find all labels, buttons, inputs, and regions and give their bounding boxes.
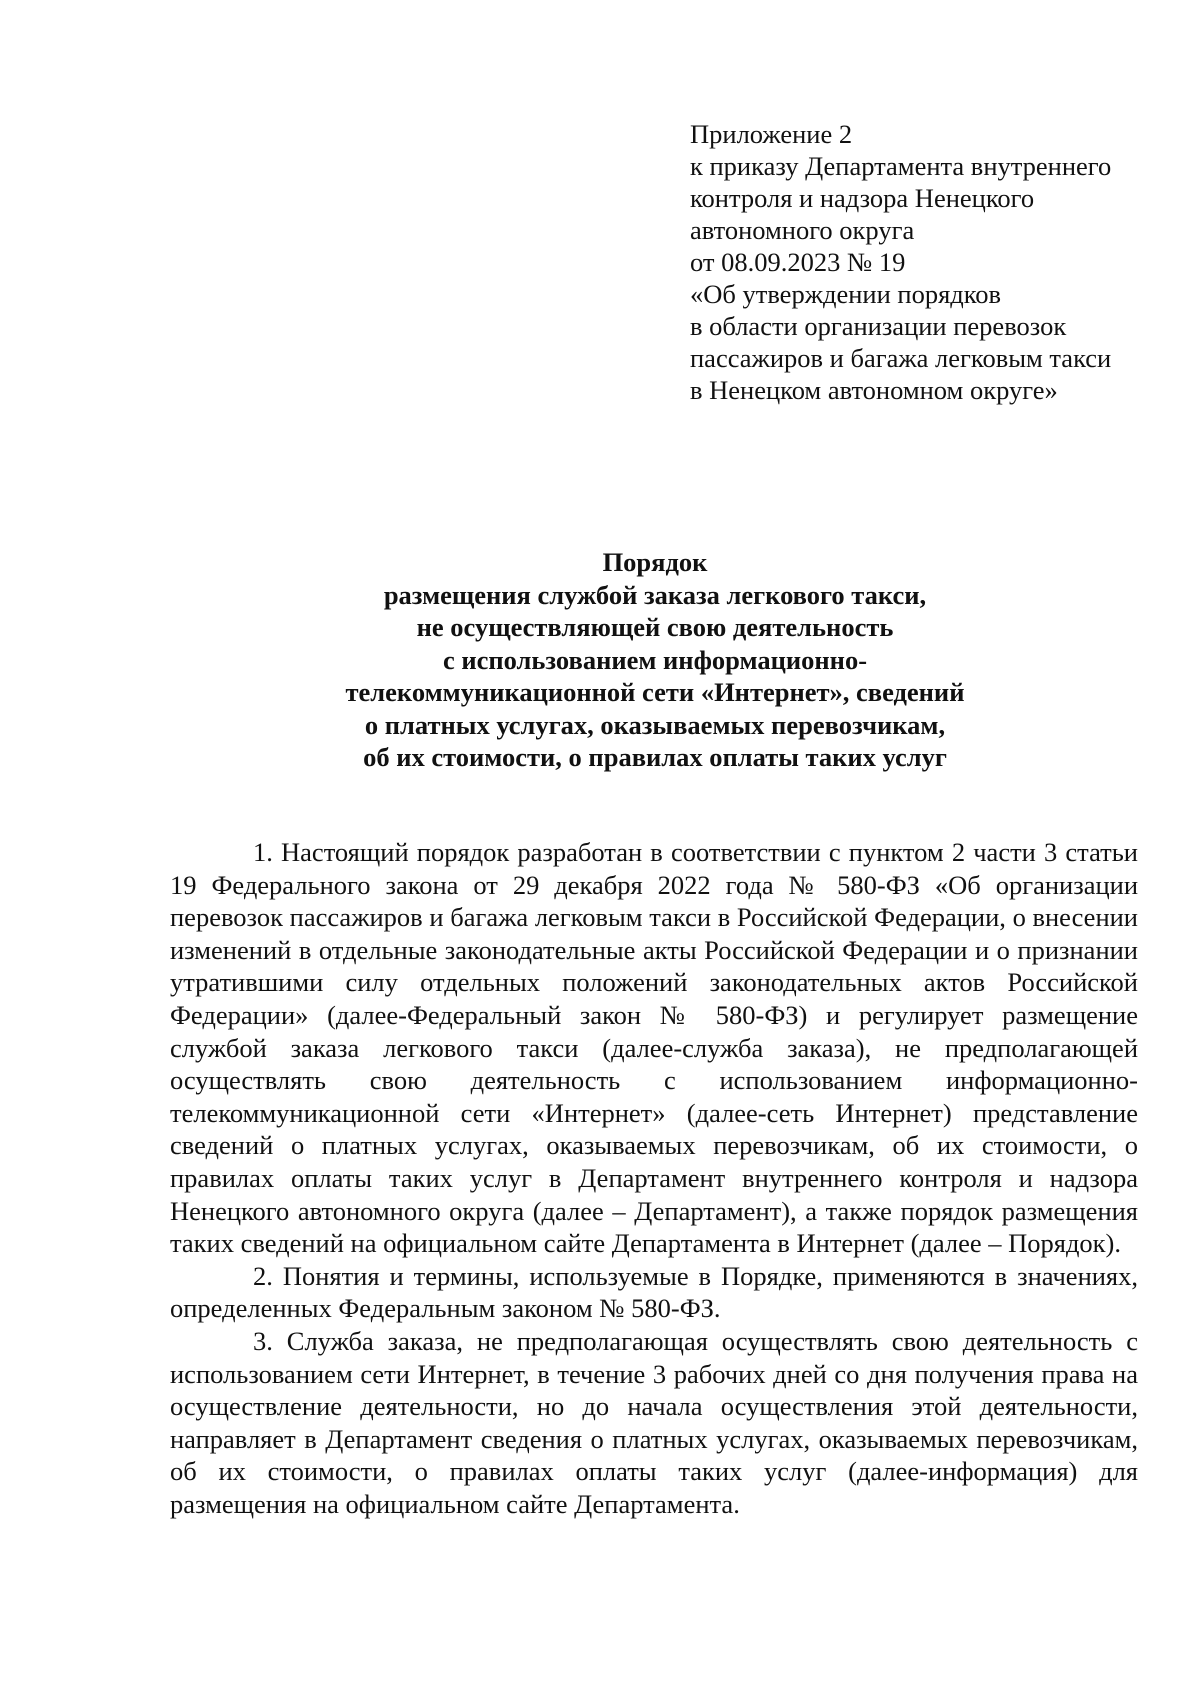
paragraph-1: 1. Настоящий порядок разработан в соответствии с пунктом 2 части 3 статьи 19 Федерального закона от 29 декабря 2022 года № 580-ФЗ «Об организации перевозок пассажиров и багажа легковым такси в Российской Федерации, о внесении изменений в отдельные законодательные акты Российской Федерации и о признании утратившими силу отдельных положений законодательных актов Российской Федерации» (далее-Федеральный закон № 580-ФЗ) и регулирует размещение службой заказа легкового такси (далее-служба заказа), не предполагающей осуществлять свою деятельность с использованием информационно-телекоммуникационной сети «Интернет» (далее-сеть Интернет) представление сведений о платных услугах, оказываемых перевозчикам, об их стоимости, о правилах оплаты таких услуг в Департамент внутреннего контроля и надзора Ненецкого автономного округа (далее – Департамент), а также порядок размещения таких сведений на официальном сайте Департамента в Интернет (далее – Порядок).: [170, 837, 1138, 1259]
appendix-block: [690, 118, 1160, 406]
appendix-line: «Об утверждении порядков: [690, 279, 1002, 309]
appendix-line: пассажиров и багажа легковым такси: [690, 343, 1112, 373]
appendix-line: в Ненецком автономном округе»: [690, 375, 1058, 405]
title-line: телекоммуникационной сети «Интернет», сведений: [345, 677, 965, 707]
appendix-line: в области организации перевозок: [690, 311, 1067, 341]
title-line: размещения службой заказа легкового такси,: [383, 579, 927, 610]
title-line: об их стоимости, о правилах оплаты таких услуг: [363, 742, 947, 772]
appendix-line: Приложение 2: [690, 119, 853, 149]
title-line: с использованием информационно-: [442, 644, 868, 675]
title-line: не осуществляющей свою деятельность: [416, 612, 894, 642]
paragraph-3: 3. Служба заказа, не предполагающая осуществлять свою деятельность с использованием сети Интернет, в течение 3 рабочих дней со дня получения права на осуществление деятельности, но до начала осуществления этой деятельности, направляет в Департамент сведения о платных услугах, оказываемых перевозчикам, об их стоимости, о правилах оплаты таких услуг (далее-информация) для размещения на официальном сайте Департамента.: [170, 1325, 1138, 1519]
document-body: [170, 836, 1138, 1520]
appendix-line: от 08.09.2023 № 19: [690, 247, 906, 277]
title-line: о платных услугах, оказываемых перевозчикам,: [364, 709, 946, 740]
document-title: [170, 546, 1140, 774]
appendix-line: контроля и надзора Ненецкого: [690, 183, 1035, 213]
appendix-line: к приказу Департамента внутреннего: [690, 151, 1112, 181]
appendix-line: автономного округа: [690, 215, 915, 245]
paragraph-2: 2. Понятия и термины, используемые в Порядке, применяются в значениях, определенных Федеральным законом № 580-ФЗ.: [170, 1260, 1138, 1324]
title-line: Порядок: [602, 547, 708, 577]
